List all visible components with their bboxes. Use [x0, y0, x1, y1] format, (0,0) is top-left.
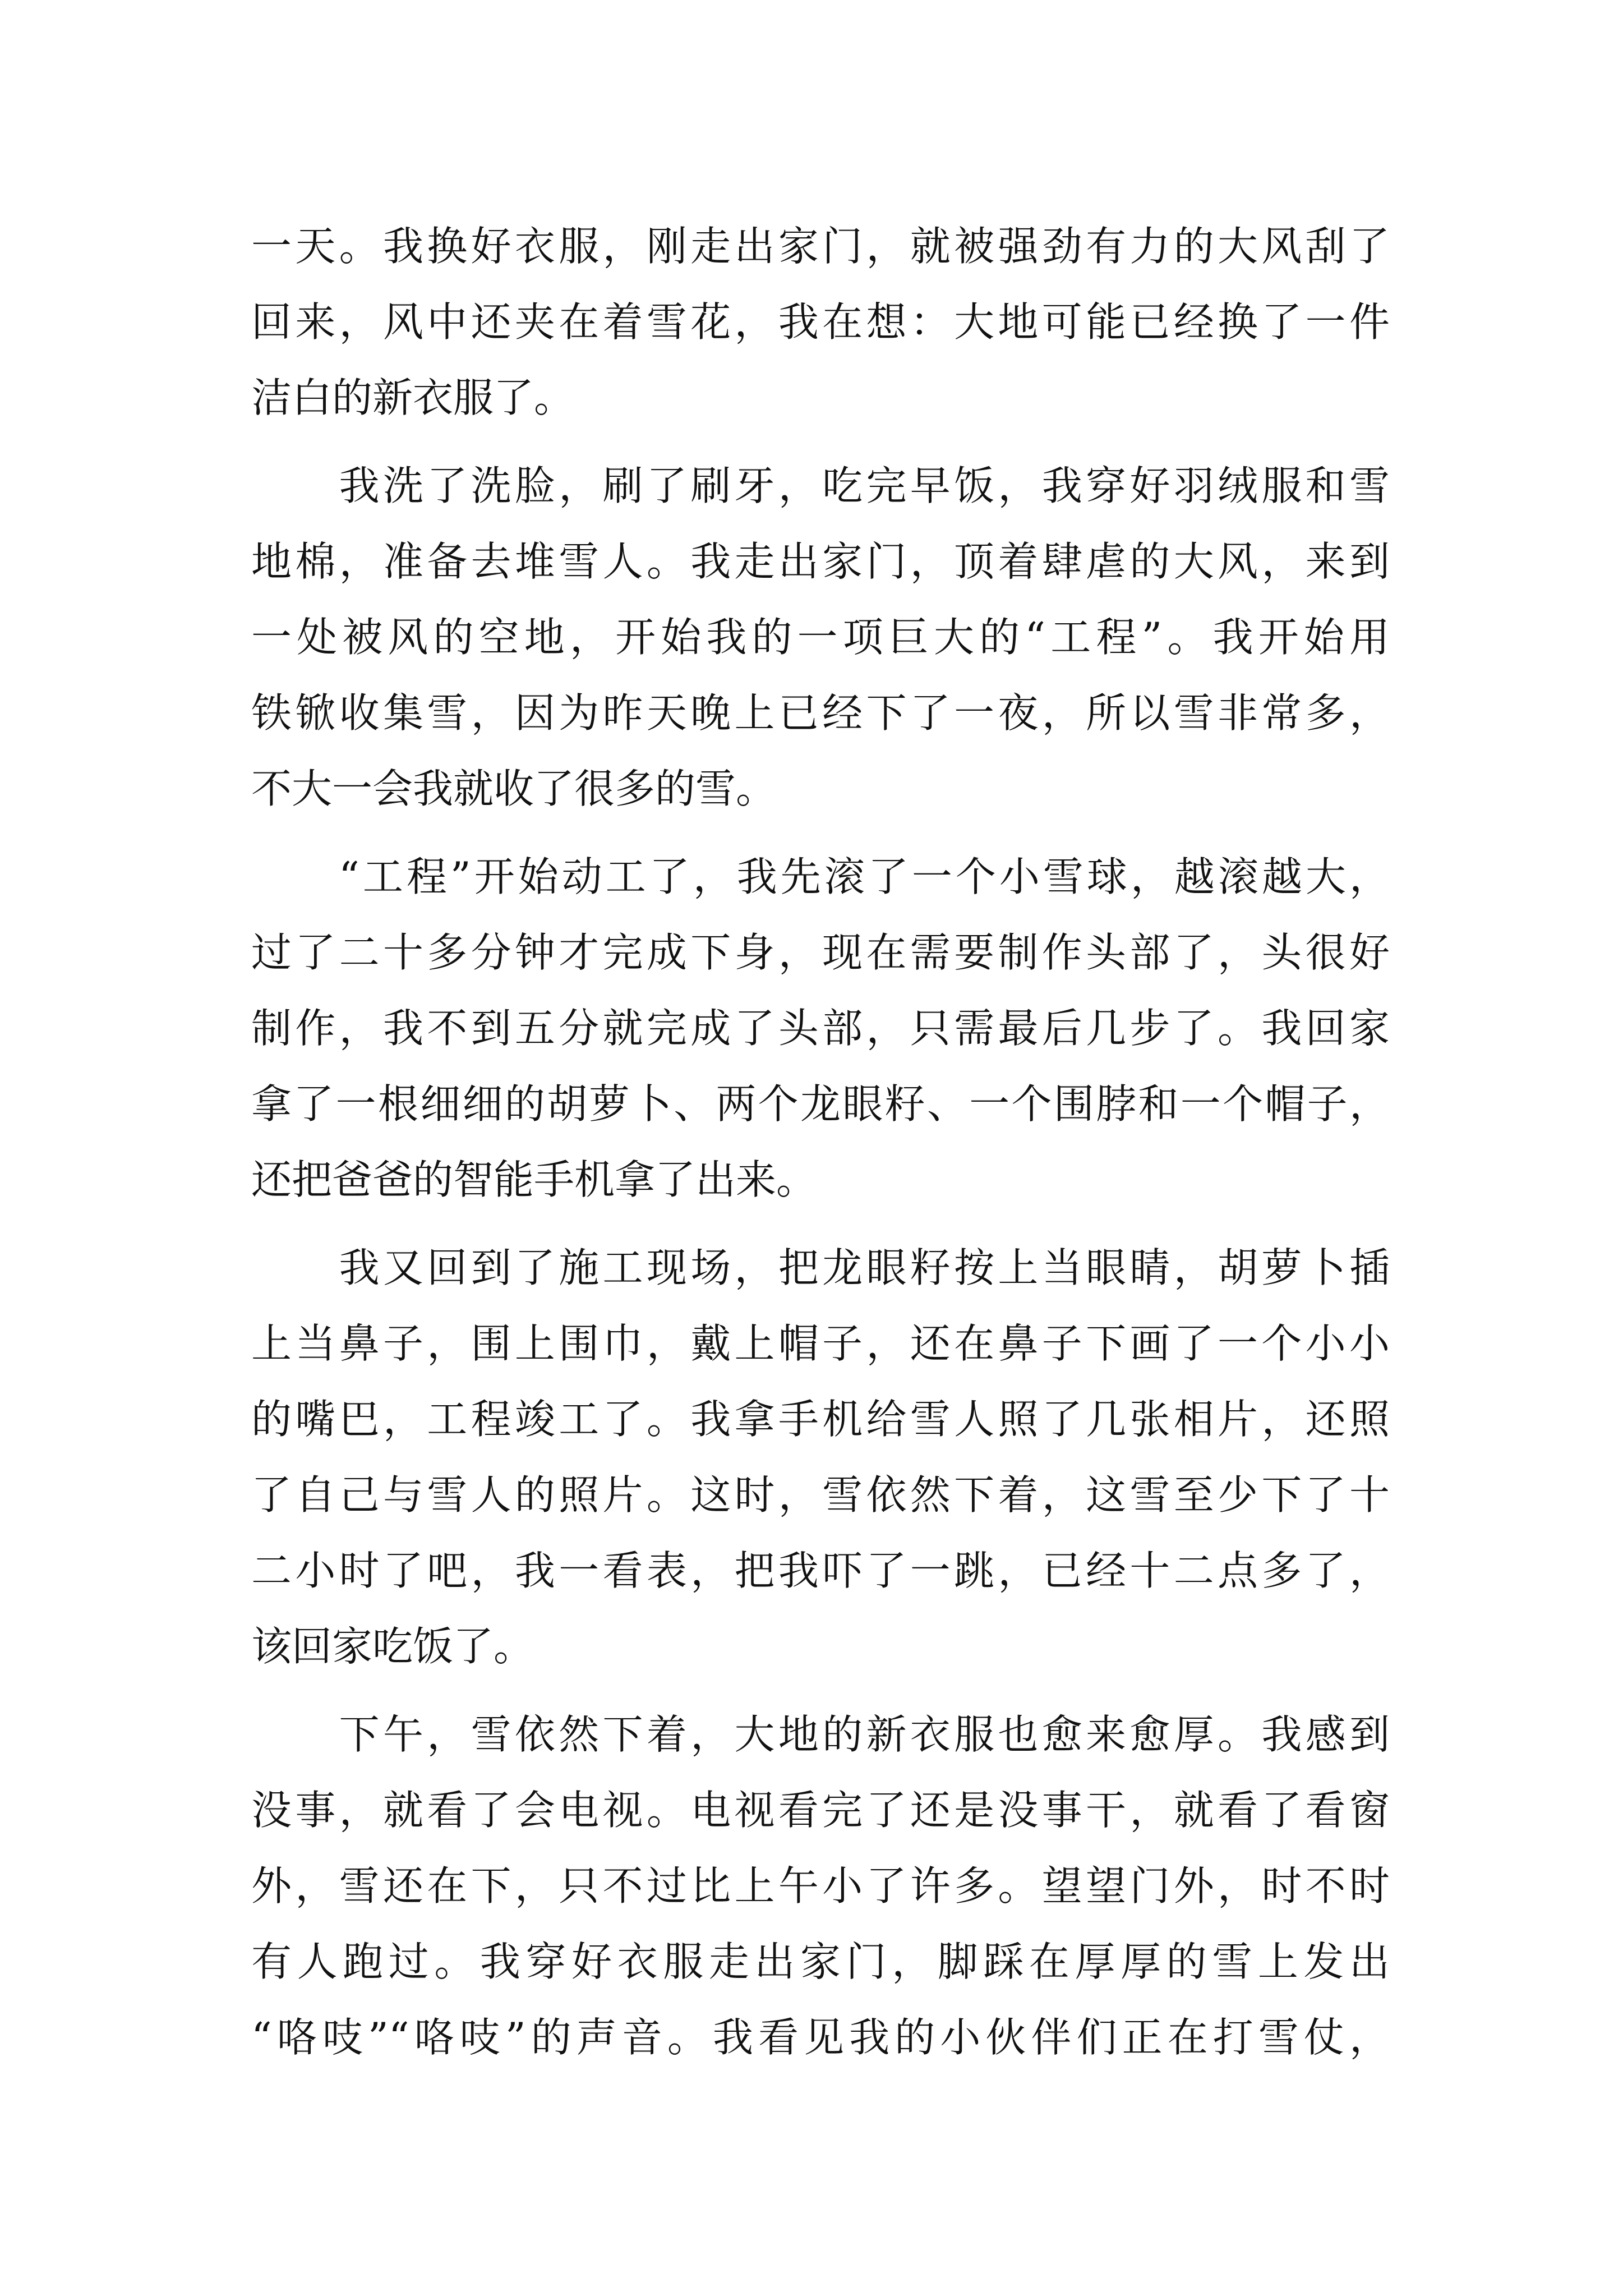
- paragraph-1: [251, 209, 1390, 436]
- text-line: 还把爸爸的智能手机拿了出来。: [251, 1156, 817, 1203]
- text-line: 外，雪还在下，只不过比上午小了许多。望望门外，时不时: [251, 1862, 1390, 1910]
- text-line: “工程”开始动工了，我先滚了一个小雪球，越滚越大，: [251, 853, 1390, 900]
- text-line: 过了二十多分钟才完成下身，现在需要制作头部了，头很好: [251, 929, 1390, 976]
- text-line: 没事，就看了会电视。电视看完了还是没事干，就看了看窗: [251, 1787, 1390, 1834]
- text-line: 回来，风中还夹在着雪花，我在想：大地可能已经换了一件: [251, 298, 1390, 346]
- text-line: 地棉，准备去堆雪人。我走出家门，顶着肆虐的大风，来到: [251, 538, 1390, 585]
- text-line: 我又回到了施工现场，把龙眼籽按上当眼睛，胡萝卜插: [251, 1244, 1390, 1291]
- text-line: 下午，雪依然下着，大地的新衣服也愈来愈厚。我感到: [251, 1711, 1390, 1758]
- text-line: 了自己与雪人的照片。这时，雪依然下着，这雪至少下了十: [251, 1471, 1390, 1519]
- text-line: 该回家吃饭了。: [251, 1623, 534, 1670]
- text-line: 上当鼻子，围上围巾，戴上帽子，还在鼻子下画了一个小小: [251, 1320, 1390, 1367]
- text-line: 一处被风的空地，开始我的一项巨大的“工程”。我开始用: [251, 614, 1390, 661]
- text-line: “咯吱”“咯吱”的声音。我看见我的小伙伴们正在打雪仗，: [251, 2014, 1390, 2061]
- text-line: 不大一会我就收了很多的雪。: [251, 765, 777, 812]
- text-line: 我洗了洗脸，刷了刷牙，吃完早饭，我穿好羽绒服和雪: [251, 462, 1390, 509]
- text-line: 洁白的新衣服了。: [251, 374, 575, 421]
- paragraph-5: [251, 1697, 1390, 2076]
- paragraph-3: [251, 839, 1390, 1218]
- text-line: 铁锨收集雪，因为昨天晚上已经下了一夜，所以雪非常多，: [251, 689, 1390, 737]
- text-line: 有人跑过。我穿好衣服走出家门，脚踩在厚厚的雪上发出: [251, 1938, 1390, 1985]
- body-text: [251, 209, 1390, 2088]
- text-line: 二小时了吧，我一看表，把我吓了一跳，已经十二点多了，: [251, 1547, 1390, 1594]
- text-line: 一天。我换好衣服，刚走出家门，就被强劲有力的大风刮了: [251, 223, 1390, 270]
- text-line: 制作，我不到五分就完成了头部，只需最后几步了。我回家: [251, 1005, 1390, 1052]
- paragraph-2: [251, 448, 1390, 827]
- paragraph-4: [251, 1230, 1390, 1685]
- text-line: 的嘴巴，工程竣工了。我拿手机给雪人照了几张相片，还照: [251, 1396, 1390, 1443]
- text-line: 拿了一根细细的胡萝卜、两个龙眼籽、一个围脖和一个帽子，: [251, 1080, 1390, 1128]
